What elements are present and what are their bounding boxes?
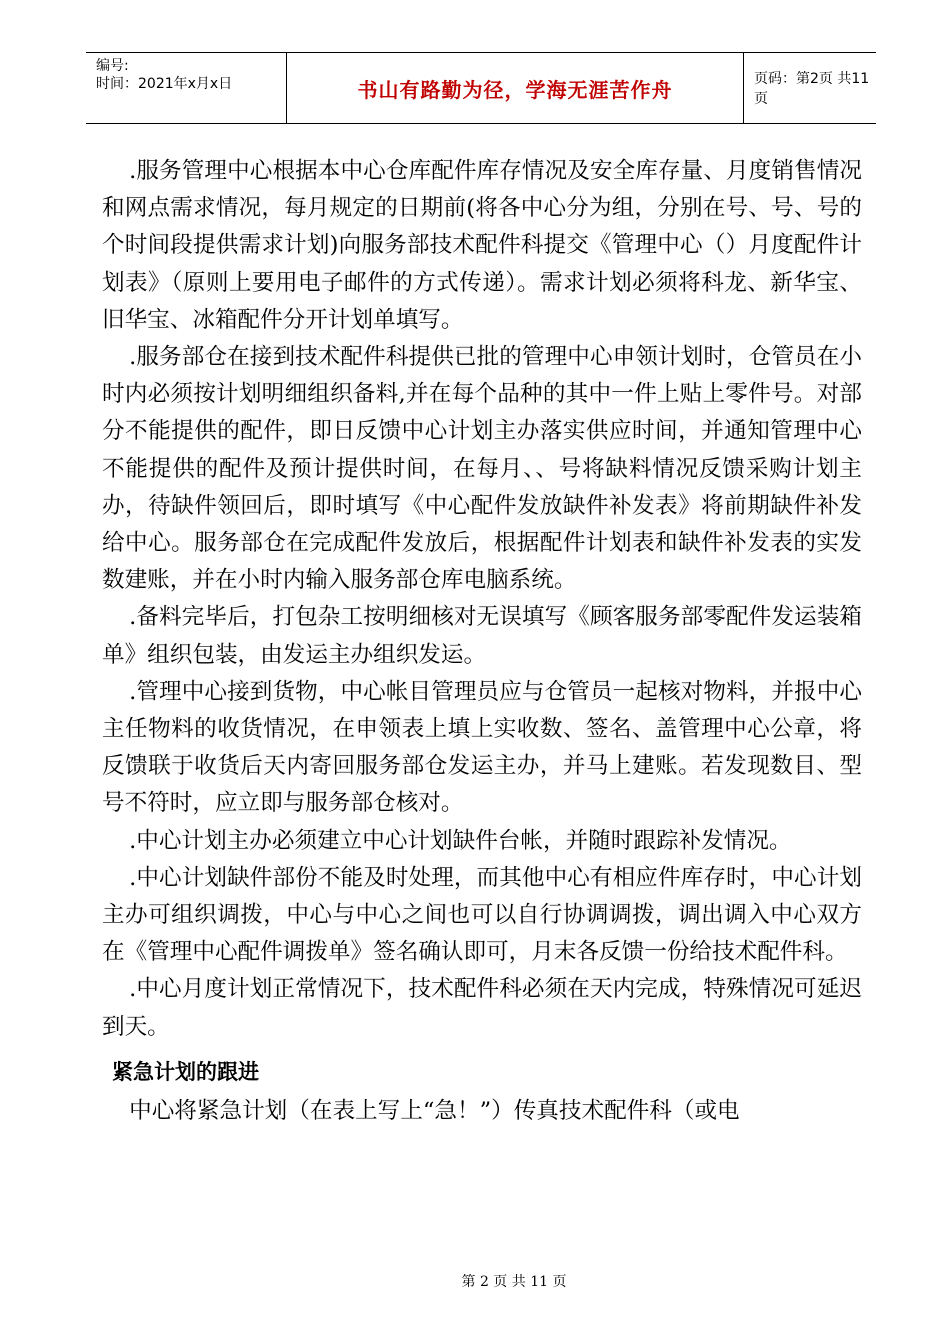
section-heading: 紧急计划的跟进 [112, 1059, 259, 1084]
time-label: 时间：2021年x月x日 [96, 76, 233, 92]
header-motto: 书山有路勤为径，学海无涯苦作舟 [286, 53, 744, 123]
paragraph: .管理中心接到货物，中心帐目管理员应与仓管员一起核对物料，并报中心主任物料的收货情况，在申领表上填上实收数、签名、盖管理中心公章，将反馈联于收货后天内寄回服务部仓发运主办，并马上建账。若发现数目、型号不符时，应立即与服务部仓核对。 [102, 678, 862, 817]
paragraph: 中心将紧急计划（在表上写上“急！”）传真技术配件科（或电 [129, 1098, 740, 1125]
paragraph: .备料完毕后，打包杂工按明细核对无误填写《顾客服务部零配件发运装箱单》组织包装，由发运主办组织发运。 [102, 604, 862, 668]
header-meta [96, 57, 286, 93]
paragraph: .中心月度计划正常情况下，技术配件科必须在天内完成，特殊情况可延迟到天。 [102, 976, 862, 1040]
paragraph: .中心计划缺件部份不能及时处理，而其他中心有相应件库存时，中心计划主办可组织调拨，中心与中心之间也可以自行协调调拨，调出调入中心双方在《管理中心配件调拨单》签名确认即可，月末各反馈一份给技术配件科。 [102, 864, 862, 966]
paragraph: .中心计划主办必须建立中心计划缺件台帐，并随时跟踪补发情况。 [129, 827, 792, 854]
number-label: 编号: [96, 58, 129, 74]
paragraph: .服务管理中心根据本中心仓库配件库存情况及安全库存量、月度销售情况和网点需求情况，每月规定的日期前(将各中心分为组，分别在号、号、号的个时间段提供需求计划)向服务部技术配件科提交《管理中心（）月度配件计划表》（原则上要用电子邮件的方式传递）。需求计划必须将科龙、新华宝、旧华宝、冰箱配件分开计划单填写。 [102, 158, 862, 333]
header-page-info: 页码：第2页 共11页 [754, 71, 870, 107]
paragraph: .服务部仓在接到技术配件科提供已批的管理中心申领计划时，仓管员在小时内必须按计划明细组织备料,并在每个品种的其中一件上贴上零件号。对部分不能提供的配件，即日反馈中心计划主办落实供应时间，并通知管理中心不能提供的配件及预计提供时间，在每月、、号将缺料情况反馈采购计划主办，待缺件领回后，即时填写《中心配件发放缺件补发表》将前期缺件补发给中心。服务部仓在完成配件发放后，根据配件计划表和缺件补发表的实发数建账，并在小时内输入服务部仓库电脑系统。 [102, 344, 862, 594]
page-footer: 第 2 页 共 11 页 [461, 1274, 567, 1290]
page-header [86, 52, 876, 124]
document-body [102, 153, 862, 1130]
